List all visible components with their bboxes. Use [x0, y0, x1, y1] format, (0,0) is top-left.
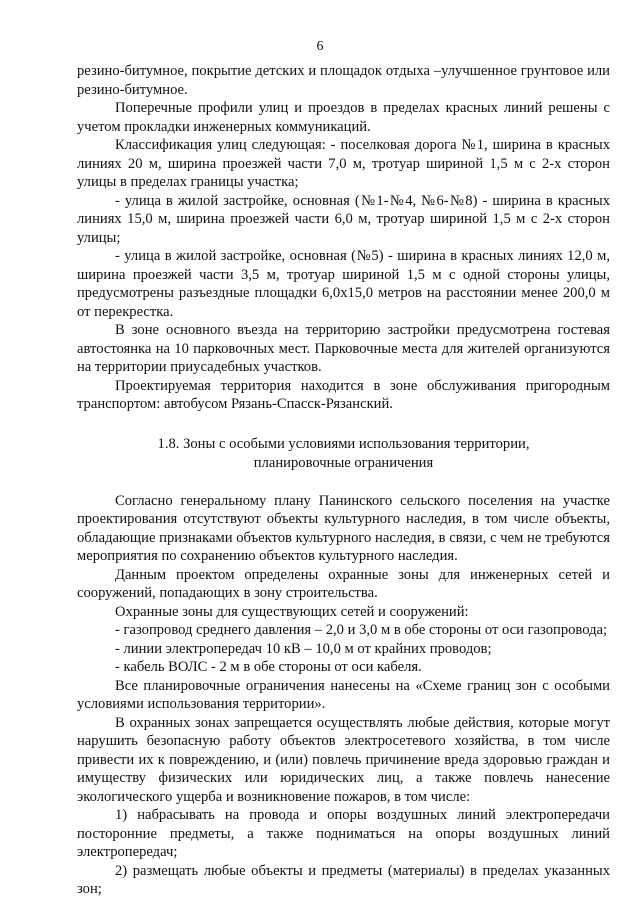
paragraph: - улица в жилой застройке, основная (№5) - ширина в красных линиях 12,0 м, ширина проезжей части 3,5 м, тротуар шириной 1,5 м с одной стороны улицы, предусмотрены разъездные площадки 6,0х15,0 метров на расстоянии менее 200,0 м от перекрестка.	[77, 248, 610, 320]
paragraph: Согласно генеральному плану Панинского сельского поселения на участке проектирования отсутствуют объекты культурного наследия, в том числе объекты, обладающие признаками объектов культурного наследия, в связи, с чем не требуются мероприятия по сохранению объектов культурного наследия.	[77, 492, 610, 564]
paragraphs-bottom	[77, 492, 610, 899]
section-heading	[77, 435, 610, 473]
paragraph: Поперечные профили улиц и проездов в пределах красных линий решены с учетом прокладки инженерных коммуникаций.	[77, 100, 610, 135]
paragraphs-top	[77, 62, 610, 414]
paragraph: - газопровод среднего давления – 2,0 и 3,0 м в обе стороны от оси газопровода;	[115, 622, 608, 638]
paragraph: Данным проектом определены охранные зоны для инженерных сетей и сооружений, попадающих в зону строительства.	[77, 566, 610, 601]
paragraph: 2) размещать любые объекты и предметы (материалы) в пределах указанных зон;	[77, 862, 610, 897]
paragraph: Классификация улиц следующая: - поселковая дорога №1, ширина в красных линиях 20 м, ширина проезжей части 7,0 м, тротуар шириной 1,5 м с 2-х сторон улицы в пределах границы участка;	[77, 137, 610, 190]
paragraph: - улица в жилой застройке, основная (№1-№4, №6-№8) - ширина в красных линиях 15,0 м, ширина проезжей части 6,0 м, тротуар шириной 1,5 м с 2-х сторон улицы;	[77, 192, 610, 246]
paragraph: Все планировочные ограничения нанесены на «Схеме границ зон с особыми условиями использования территории».	[77, 677, 610, 712]
document-body	[77, 62, 610, 899]
paragraph: В зоне основного въезда на территорию застройки предусмотрена гостевая автостоянка на 10 парковочных мест. Парковочные места для жителей организуются на территории приусадебных участков.	[77, 322, 610, 375]
paragraph: резино-битумное, покрытие детских и площадок отдыха –улучшенное грунтовое или резино-битумное.	[77, 63, 610, 98]
paragraph: Охранные зоны для существующих сетей и сооружений:	[115, 603, 469, 620]
paragraph: - линии электропередач 10 кВ – 10,0 м от крайних проводов;	[115, 640, 492, 657]
section-heading-line-1: 1.8. Зоны с особыми условиями использования территории,	[157, 435, 530, 452]
paragraph: В охранных зонах запрещается осуществлять любые действия, которые могут нарушить безопасную работу объектов электросетевого хозяйства, в том числе привести их к повреждению, и (или) повлечь причинение вреда здоровью граждан и имуществу физических или юридических лиц, а также повлечь нанесение экологического ущерба и возникновение пожаров, в том числе:	[77, 714, 610, 805]
paragraph: Проектируемая территория находится в зоне обслуживания пригородным транспортом: автобусом Рязань-Спасск-Рязанский.	[77, 377, 610, 412]
paragraph: 1) набрасывать на провода и опоры воздушных линий электропередачи посторонние предметы, а также подниматься на опоры воздушных линий электропередач;	[77, 807, 610, 860]
section-heading-line-2: планировочные ограничения	[253, 454, 434, 471]
paragraph: - кабель ВОЛС - 2 м в обе стороны от оси кабеля.	[115, 659, 422, 675]
page-number: 6	[316, 39, 324, 54]
